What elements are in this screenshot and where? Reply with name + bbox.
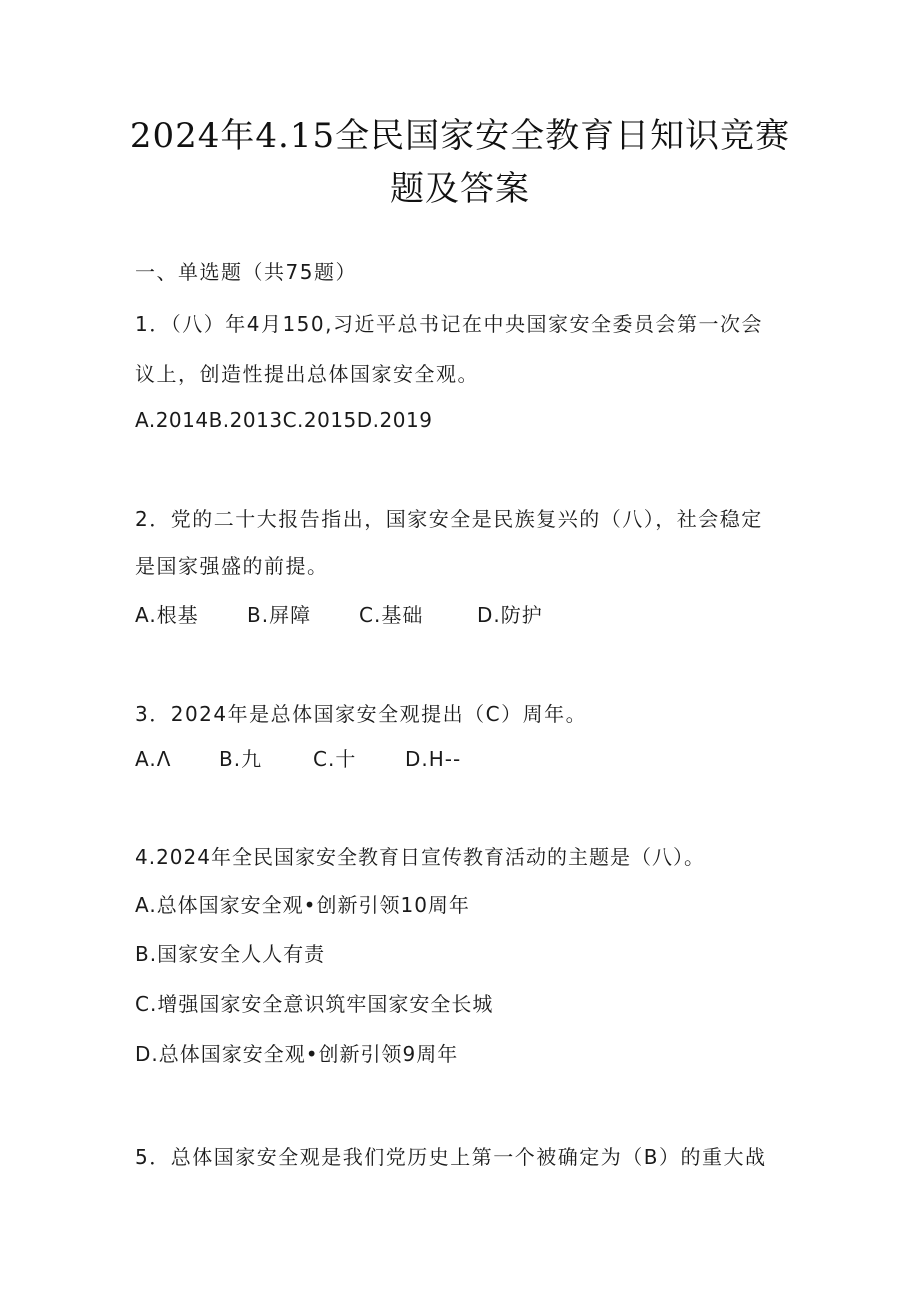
question-3-line-1: 3．2024年是总体国家安全观提出（C）周年。 (135, 702, 588, 726)
question-4-option-c: C.增强国家安全意识筑牢国家安全长城 (135, 992, 494, 1016)
question-1-options: A.2014B.2013C.2015D.2019 (135, 408, 433, 432)
document-title-line-1: 2024年4.15全民国家安全教育日知识竞赛 (129, 116, 791, 156)
question-3-options (135, 746, 461, 772)
question-4-option-a: A.总体国家安全观•创新引领10周年 (135, 893, 470, 917)
question-2-line-2: 是国家强盛的前提。 (135, 554, 329, 578)
section-heading: 一、单选题（共75题） (135, 260, 357, 284)
question-2-option-a: A.根基 (135, 603, 199, 627)
question-1-line-1: 1．（八）年4月150,习近平总书记在中央国家安全委员会第一次会 (135, 312, 763, 336)
question-2-option-c: C.基础 (359, 603, 424, 627)
question-2-option-d: D.防护 (477, 603, 543, 627)
question-1-line-2: 议上，创造性提出总体国家安全观。 (135, 362, 479, 386)
question-2-options (135, 602, 543, 628)
question-3-option-d: D.H-- (405, 747, 462, 771)
question-3-option-c: C.十 (313, 747, 357, 771)
document-title-line-2: 题及答案 (390, 169, 530, 209)
question-4-option-d: D.总体国家安全观•创新引领9周年 (135, 1042, 459, 1066)
question-2-line-1: 2．党的二十大报告指出，国家安全是民族复兴的（八），社会稳定 (135, 507, 763, 531)
question-4-line-1: 4.2024年全民国家安全教育日宣传教育活动的主题是（八）。 (135, 845, 705, 869)
question-2-option-b: B.屏障 (247, 603, 312, 627)
question-4-option-b: B.国家安全人人有责 (135, 942, 326, 966)
question-3-option-a: A.Λ (135, 747, 172, 771)
question-5-line-1: 5．总体国家安全观是我们党历史上第一个被确定为（B）的重大战 (135, 1145, 767, 1169)
question-3-option-b: B.九 (219, 747, 263, 771)
